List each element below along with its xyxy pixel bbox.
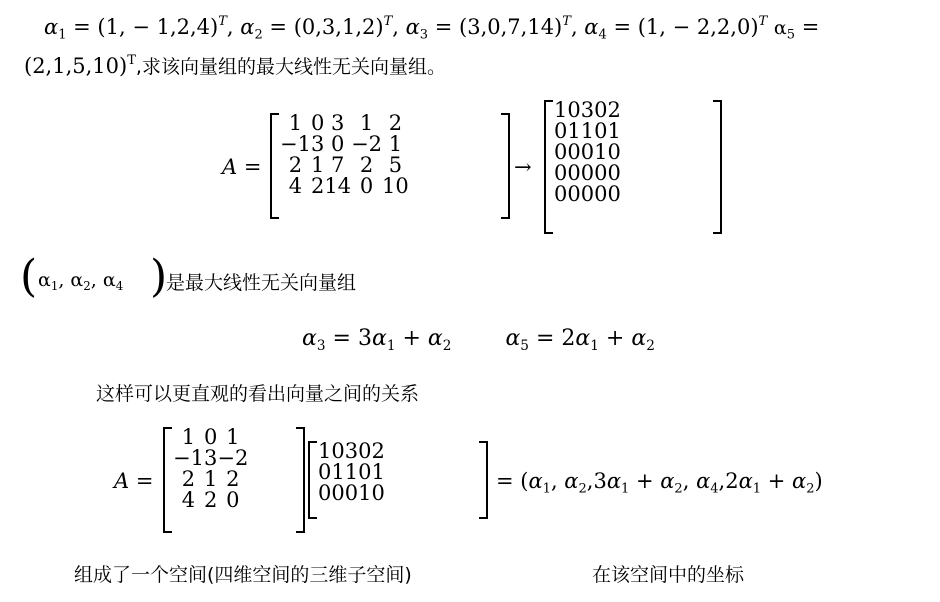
matrix-C xyxy=(308,441,488,519)
basis-text: 是最大线性无关向量组 xyxy=(166,272,357,294)
matrix-C-cell: 0 xyxy=(331,439,345,463)
matrix-B-cell: 1 xyxy=(181,425,196,449)
matrix-R-row xyxy=(554,184,621,205)
matrix-R-row xyxy=(554,121,621,142)
matrix-C-cell: 1 xyxy=(331,460,345,484)
matrix-R-cell: 1 xyxy=(607,119,621,143)
matrix-A-cell: 1 xyxy=(359,111,374,135)
right-paren: ) xyxy=(150,251,168,302)
vector-a4: (1, − 2,2,0) xyxy=(637,15,759,40)
matrix-C-cell: 0 xyxy=(318,481,332,505)
vector-a2: (0,3,1,2) xyxy=(293,15,384,40)
matrix-R-cell: 0 xyxy=(567,182,581,206)
matrix-R-cell: 1 xyxy=(567,119,581,143)
matrix-C-cell: 3 xyxy=(344,439,359,463)
matrix-A-cell: 7 xyxy=(331,153,345,177)
matrix-B-row xyxy=(173,427,248,448)
matrix-A-cell: 4 xyxy=(288,174,303,198)
matrix-C-cell: 0 xyxy=(358,439,372,463)
left-paren: ( xyxy=(20,251,38,302)
matrix-A-cell: 14 xyxy=(324,174,352,198)
matrix-B-cell: 3 xyxy=(203,446,218,470)
matrix-A-cell: 0 xyxy=(310,111,325,135)
matrix-B-cell: 0 xyxy=(226,488,240,512)
matrix-R-cell: 0 xyxy=(594,119,608,143)
matrix-R-cell: 0 xyxy=(554,161,568,185)
matrix-A-cell: 3 xyxy=(310,132,325,156)
matrix-C-row xyxy=(318,462,385,483)
matrix-R-cell: 1 xyxy=(554,98,568,122)
matrix-R-cell: 0 xyxy=(580,182,595,206)
matrix-R-cell: 0 xyxy=(594,182,608,206)
matrix-R-cell: 3 xyxy=(580,98,595,122)
matrix-R-cell: 0 xyxy=(567,98,581,122)
matrix-A-row xyxy=(280,155,409,176)
matrix-A-row xyxy=(280,134,409,155)
matrix-C-cell: 0 xyxy=(371,481,385,505)
matrix-A-label: A = xyxy=(222,155,262,179)
matrix-A-table xyxy=(280,113,409,197)
matrix-A-cell: 2 xyxy=(288,153,303,177)
column-representation: = ($\alpha_1$, $\alpha_2,3\alpha_1 + \alpha_2$, $\alpha_4,2\alpha_1 + \alpha_2$) xyxy=(496,469,823,497)
basis-vectors: $\alpha_1$, $\alpha_2$, $\alpha_4$ xyxy=(38,269,124,294)
matrix-A-cell: 2 xyxy=(388,111,403,135)
matrix-C-cell: 1 xyxy=(344,460,359,484)
matrix-A-cell: 0 xyxy=(359,174,374,198)
matrix-C-cell: 0 xyxy=(344,481,359,505)
matrix-A-cell: 0 xyxy=(331,132,345,156)
matrix-R-cell: 0 xyxy=(594,98,608,122)
matrix-B-row xyxy=(173,490,248,511)
arrow-icon: → xyxy=(514,155,532,179)
matrix-A xyxy=(270,113,510,219)
matrix-B-row xyxy=(173,448,248,469)
vector-a5: (2,1,5,10) xyxy=(24,54,128,78)
matrix-R-cell: 0 xyxy=(580,161,595,185)
matrix-A-cell: −1 xyxy=(280,132,311,156)
footer-right-text: 在该空间中的坐标 xyxy=(592,564,745,586)
matrix-B-cell: 1 xyxy=(226,425,240,449)
matrix-R-cell: 0 xyxy=(554,119,568,143)
matrix-A-cell: 1 xyxy=(310,153,325,177)
matrix-R-cell: 2 xyxy=(607,98,621,122)
matrix-B-cell: 2 xyxy=(203,488,218,512)
matrix-A-cell: −2 xyxy=(351,132,383,156)
task-text: ,求该向量组的最大线性无关向量组。 xyxy=(135,56,446,78)
matrix-A-cell: 3 xyxy=(331,111,345,135)
matrix-R-cell: 0 xyxy=(554,140,568,164)
matrix-A-cell: 2 xyxy=(359,153,374,177)
matrix-C-cell: 0 xyxy=(358,460,372,484)
matrix-R-cell: 0 xyxy=(607,182,621,206)
matrix-B-cell: 1 xyxy=(203,467,218,491)
matrix-C-cell: 0 xyxy=(318,460,332,484)
matrix-A-cell: 2 xyxy=(310,174,325,198)
relations: $\alpha_3 = 3\alpha_1 + \alpha_2$ $\alpha_5 = 2\alpha_1 + \alpha_2$ xyxy=(302,326,655,354)
matrix-A2-label: A = xyxy=(114,469,154,493)
matrix-A-row xyxy=(280,176,409,197)
matrix-B xyxy=(163,427,305,533)
matrix-R-row xyxy=(554,142,621,163)
matrix-R-row xyxy=(554,100,621,121)
footer-left-text: 组成了一个空间(四维空间的三维子空间) xyxy=(74,564,412,586)
matrix-R-row xyxy=(554,163,621,184)
matrix-C-cell: 1 xyxy=(358,481,372,505)
matrix-A-cell: 10 xyxy=(382,174,409,198)
vector-a3: (3,0,7,14) xyxy=(459,15,563,40)
matrix-A-cell: 1 xyxy=(388,132,403,156)
matrix-R-cell: 0 xyxy=(607,140,621,164)
matrix-R-cell: 0 xyxy=(554,182,568,206)
vector-definitions-line1: $\alpha_1 = (1$, − 1,2,4)$^T$, $\alpha_2 = (0,3,1,2)^T$, $\alpha_3 = (3,0,7,14)^T$, $\alpha_4 = (1$, − 2,2,0)$^T$ $\alpha_5$ = xyxy=(44,14,820,43)
matrix-R-cell: 1 xyxy=(594,140,608,164)
matrix-A-cell: 1 xyxy=(288,111,303,135)
matrix-R-cell: 1 xyxy=(580,119,595,143)
matrix-A-cell: 5 xyxy=(388,153,403,177)
matrix-C-table xyxy=(318,441,385,504)
matrix-C-cell: 1 xyxy=(318,439,332,463)
matrix-B-cell: 2 xyxy=(181,467,196,491)
matrix-R-cell: 0 xyxy=(594,161,608,185)
matrix-B-cell: 4 xyxy=(181,488,196,512)
matrix-C-cell: 0 xyxy=(331,481,345,505)
relation-caption: 这样可以更直观的看出向量之间的关系 xyxy=(96,383,420,405)
matrix-R-cell: 0 xyxy=(607,161,621,185)
matrix-C-row xyxy=(318,441,385,462)
matrix-R-cell: 0 xyxy=(567,161,581,185)
matrix-B-table xyxy=(173,427,248,511)
matrix-B-cell: −1 xyxy=(173,446,204,470)
matrix-R-table xyxy=(554,100,621,205)
matrix-C-cell: 1 xyxy=(371,460,385,484)
matrix-B-cell: 2 xyxy=(226,467,240,491)
vector-a1: (1, − 1,2,4) xyxy=(97,15,219,40)
matrix-A-row xyxy=(280,113,409,134)
matrix-R-cell: 0 xyxy=(580,140,595,164)
matrix-B-cell: 0 xyxy=(203,425,218,449)
matrix-C-row xyxy=(318,483,385,504)
matrix-B-cell: −2 xyxy=(217,446,249,470)
matrix-C-cell: 2 xyxy=(371,439,385,463)
vector-definitions-line2: $(2,1,5,10)^T$,求该向量组的最大线性无关向量组。 xyxy=(24,52,446,78)
matrix-R xyxy=(544,100,722,234)
matrix-R-cell: 0 xyxy=(567,140,581,164)
matrix-B-row xyxy=(173,469,248,490)
